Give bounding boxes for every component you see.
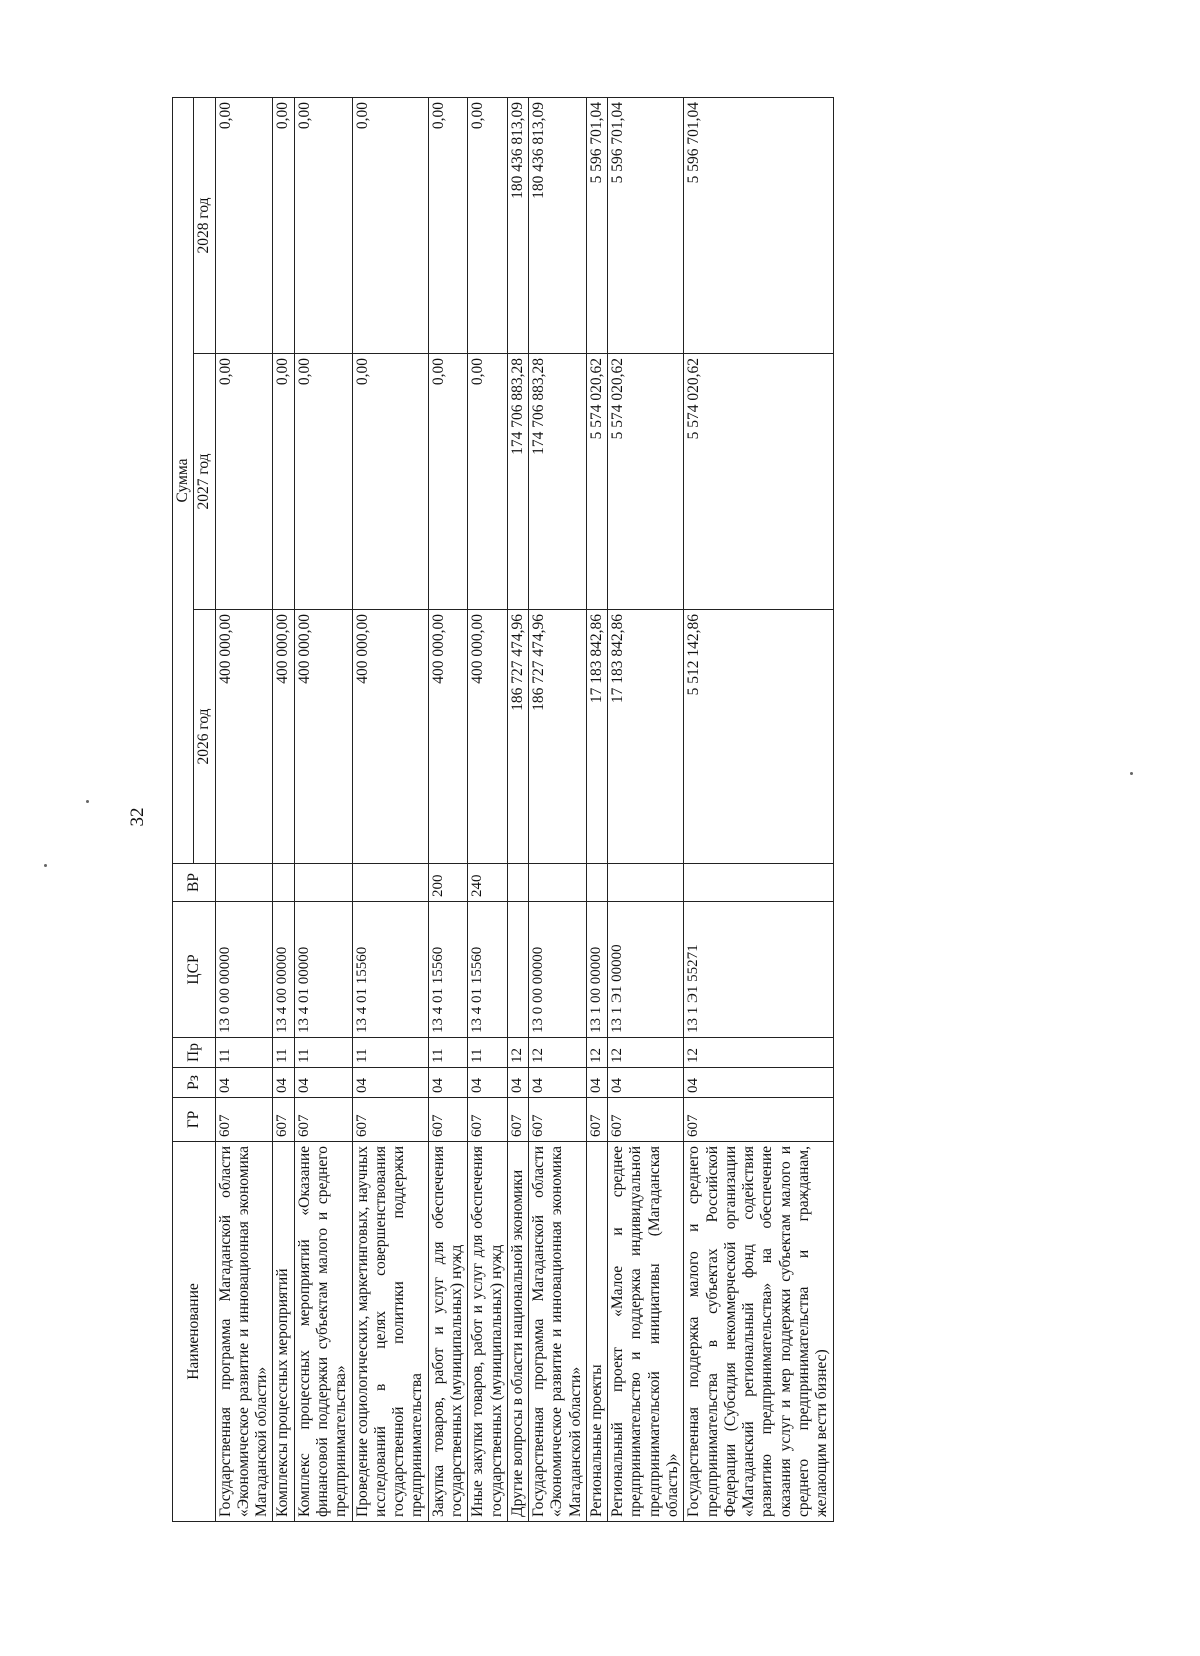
cell-rz: 04 xyxy=(608,1068,684,1098)
cell-rz: 04 xyxy=(273,1068,294,1098)
cell-sum-2027: 0,00 xyxy=(215,354,273,610)
cell-vr xyxy=(215,864,273,902)
header-pr: Пр xyxy=(173,1038,216,1068)
header-gr: ГР xyxy=(173,1098,216,1142)
cell-vr xyxy=(586,864,607,902)
cell-pr: 11 xyxy=(273,1038,294,1068)
cell-gr: 607 xyxy=(468,1098,508,1142)
cell-gr: 607 xyxy=(507,1098,528,1142)
cell-name: Закупка товаров, работ и услуг для обеспечения государственных (муниципальных) нужд xyxy=(428,1142,468,1522)
cell-gr: 607 xyxy=(586,1098,607,1142)
cell-name: Государственная программа Магаданской области «Экономическое развитие и инновационная экономика Магаданской области» xyxy=(215,1142,273,1522)
cell-pr: 12 xyxy=(529,1038,587,1068)
table-body xyxy=(215,97,833,1521)
table-row xyxy=(428,97,468,1521)
cell-csr: 13 0 00 00000 xyxy=(529,902,587,1038)
cell-sum-2028: 180 436 813,09 xyxy=(507,97,528,353)
cell-sum-2027: 0,00 xyxy=(428,354,468,610)
cell-csr: 13 1 00 00000 xyxy=(586,902,607,1038)
cell-gr: 607 xyxy=(352,1098,428,1142)
cell-name: Комплекс процессных мероприятий «Оказание финансовой поддержки субъектам малого и среднего предпринимательства» xyxy=(294,1142,352,1522)
cell-rz: 04 xyxy=(352,1068,428,1098)
cell-sum-2026: 400 000,00 xyxy=(294,610,352,864)
cell-gr: 607 xyxy=(608,1098,684,1142)
header-rz: Рз xyxy=(173,1068,216,1098)
header-row-1 xyxy=(173,97,194,1521)
budget-table xyxy=(172,97,834,1522)
cell-csr: 13 0 00 00000 xyxy=(215,902,273,1038)
rotated-table-container xyxy=(172,98,900,1522)
cell-vr xyxy=(529,864,587,902)
cell-sum-2028: 0,00 xyxy=(352,97,428,353)
cell-pr: 12 xyxy=(586,1038,607,1068)
header-name: Наименование xyxy=(173,1142,216,1522)
header-sum: Сумма xyxy=(173,97,194,863)
cell-vr xyxy=(273,864,294,902)
cell-sum-2027: 0,00 xyxy=(273,354,294,610)
cell-sum-2026: 400 000,00 xyxy=(273,610,294,864)
cell-sum-2026: 400 000,00 xyxy=(428,610,468,864)
table-row xyxy=(273,97,294,1521)
cell-vr xyxy=(507,864,528,902)
cell-csr: 13 4 01 00000 xyxy=(294,902,352,1038)
cell-sum-2026: 400 000,00 xyxy=(352,610,428,864)
cell-sum-2028: 0,00 xyxy=(428,97,468,353)
header-year-2027: 2027 год xyxy=(194,354,215,610)
cell-csr: 13 4 01 15560 xyxy=(352,902,428,1038)
cell-rz: 04 xyxy=(428,1068,468,1098)
cell-rz: 04 xyxy=(468,1068,508,1098)
cell-gr: 607 xyxy=(529,1098,587,1142)
table-row xyxy=(352,97,428,1521)
cell-sum-2027: 174 706 883,28 xyxy=(507,354,528,610)
table-row xyxy=(215,97,273,1521)
cell-rz: 04 xyxy=(215,1068,273,1098)
cell-gr: 607 xyxy=(294,1098,352,1142)
header-csr: ЦСР xyxy=(173,902,216,1038)
scan-speck xyxy=(86,800,89,803)
cell-rz: 04 xyxy=(507,1068,528,1098)
table-row xyxy=(608,97,684,1521)
cell-csr xyxy=(507,902,528,1038)
header-year-2026: 2026 год xyxy=(194,610,215,864)
cell-sum-2026: 186 727 474,96 xyxy=(507,610,528,864)
cell-sum-2028: 5 596 701,04 xyxy=(586,97,607,353)
cell-csr: 13 4 01 15560 xyxy=(428,902,468,1038)
cell-name: Государственная поддержка малого и среднего предпринимательства в субъектах Российской Федерации (Субсидия некоммерческой организации «Магаданский региональный фонд содействия развитию предпринимательства» на обеспечение оказания услуг и мер поддержки субъектам малого и среднего предпринимательства и гражданам, желающим вести бизнес) xyxy=(684,1142,833,1522)
cell-name: Проведение социологических, маркетинговых, научных исследований в целях совершенствования государственной политики поддержки предпринимательства xyxy=(352,1142,428,1522)
cell-pr: 11 xyxy=(468,1038,508,1068)
cell-name: Другие вопросы в области национальной экономики xyxy=(507,1142,528,1522)
table-row xyxy=(529,97,587,1521)
scan-speck xyxy=(44,864,47,867)
page-number: 32 xyxy=(127,807,148,827)
cell-sum-2027: 0,00 xyxy=(294,354,352,610)
cell-vr: 240 xyxy=(468,864,508,902)
cell-vr xyxy=(684,864,833,902)
cell-pr: 12 xyxy=(684,1038,833,1068)
cell-name: Иные закупки товаров, работ и услуг для обеспечения государственных (муниципальных) нужд xyxy=(468,1142,508,1522)
cell-sum-2028: 0,00 xyxy=(215,97,273,353)
cell-sum-2028: 0,00 xyxy=(468,97,508,353)
cell-csr: 13 4 00 00000 xyxy=(273,902,294,1038)
cell-vr xyxy=(352,864,428,902)
cell-pr: 11 xyxy=(428,1038,468,1068)
table-row xyxy=(507,97,528,1521)
cell-csr: 13 4 01 15560 xyxy=(468,902,508,1038)
cell-sum-2027: 5 574 020,62 xyxy=(586,354,607,610)
cell-name: Государственная программа Магаданской области «Экономическое развитие и инновационная экономика Магаданской области» xyxy=(529,1142,587,1522)
cell-csr: 13 1 Э1 00000 xyxy=(608,902,684,1038)
cell-sum-2027: 0,00 xyxy=(468,354,508,610)
cell-rz: 04 xyxy=(684,1068,833,1098)
header-year-2028: 2028 год xyxy=(194,97,215,353)
cell-pr: 11 xyxy=(294,1038,352,1068)
cell-pr: 11 xyxy=(215,1038,273,1068)
cell-rz: 04 xyxy=(586,1068,607,1098)
cell-sum-2028: 5 596 701,04 xyxy=(608,97,684,353)
cell-gr: 607 xyxy=(428,1098,468,1142)
cell-gr: 607 xyxy=(684,1098,833,1142)
cell-gr: 607 xyxy=(273,1098,294,1142)
cell-vr xyxy=(608,864,684,902)
cell-sum-2027: 0,00 xyxy=(352,354,428,610)
cell-sum-2026: 186 727 474,96 xyxy=(529,610,587,864)
cell-sum-2027: 174 706 883,28 xyxy=(529,354,587,610)
cell-name: Комплексы процессных мероприятий xyxy=(273,1142,294,1522)
cell-sum-2026: 400 000,00 xyxy=(468,610,508,864)
cell-sum-2028: 5 596 701,04 xyxy=(684,97,833,353)
table-row xyxy=(468,97,508,1521)
cell-sum-2026: 17 183 842,86 xyxy=(586,610,607,864)
cell-sum-2026: 5 512 142,86 xyxy=(684,610,833,864)
cell-name: Региональные проекты xyxy=(586,1142,607,1522)
cell-pr: 11 xyxy=(352,1038,428,1068)
cell-vr: 200 xyxy=(428,864,468,902)
cell-rz: 04 xyxy=(529,1068,587,1098)
table-row xyxy=(586,97,607,1521)
cell-sum-2028: 0,00 xyxy=(294,97,352,353)
cell-name: Региональный проект «Малое и среднее предпринимательство и поддержка индивидуальной предпринимательской инициативы (Магаданская область)» xyxy=(608,1142,684,1522)
table-row xyxy=(684,97,833,1521)
scan-speck xyxy=(1130,772,1133,775)
cell-vr xyxy=(294,864,352,902)
cell-sum-2027: 5 574 020,62 xyxy=(684,354,833,610)
cell-sum-2027: 5 574 020,62 xyxy=(608,354,684,610)
header-vr: ВР xyxy=(173,864,216,902)
cell-sum-2026: 17 183 842,86 xyxy=(608,610,684,864)
cell-pr: 12 xyxy=(507,1038,528,1068)
cell-gr: 607 xyxy=(215,1098,273,1142)
cell-sum-2028: 180 436 813,09 xyxy=(529,97,587,353)
cell-csr: 13 1 Э1 55271 xyxy=(684,902,833,1038)
cell-sum-2026: 400 000,00 xyxy=(215,610,273,864)
cell-pr: 12 xyxy=(608,1038,684,1068)
table-row xyxy=(294,97,352,1521)
cell-rz: 04 xyxy=(294,1068,352,1098)
cell-sum-2028: 0,00 xyxy=(273,97,294,353)
